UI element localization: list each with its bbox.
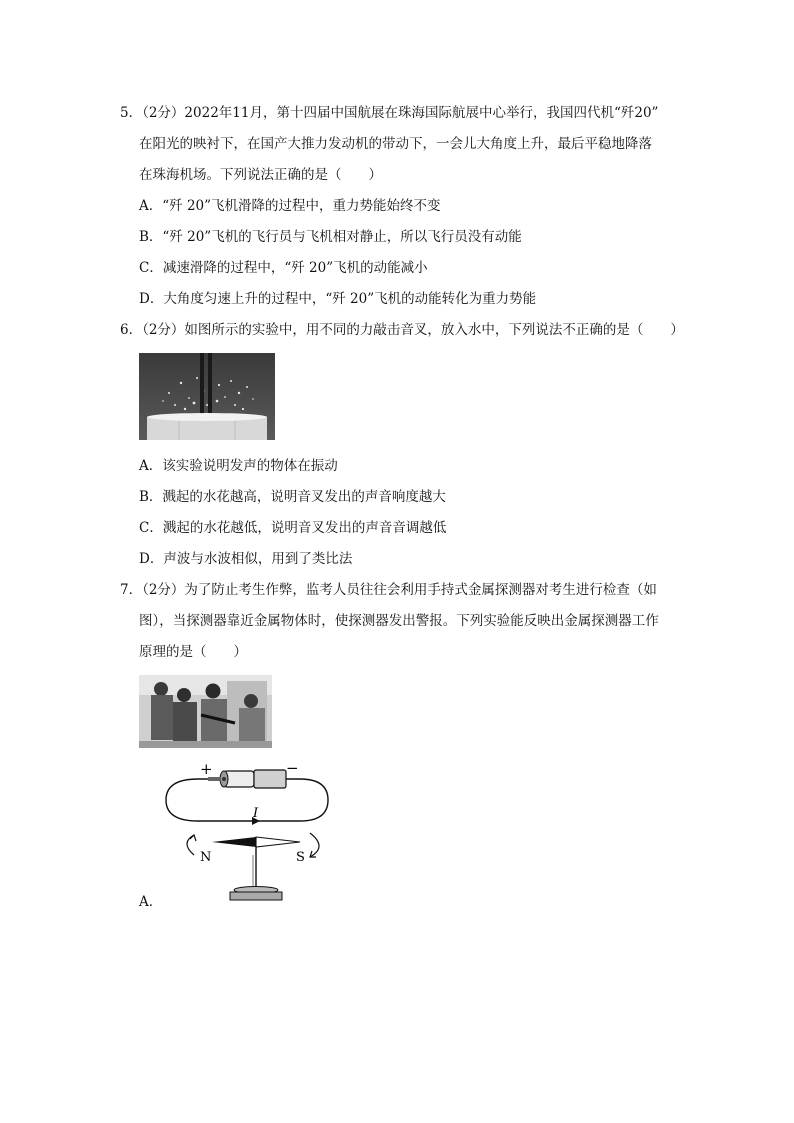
q7-stem-line-1: 7．（2分）为了防止考生作弊，监考人员往往会利用手持式金属探测器对考生进行检查（如 <box>120 582 657 598</box>
q7-stem-line-3: 原理的是（ ） <box>139 644 247 660</box>
compass-base <box>230 892 282 900</box>
current-label: I <box>253 806 259 821</box>
q5-option-a: A．“歼 20”飞机滑降的过程中，重力势能始终不变 <box>139 198 441 214</box>
q7-stem-line-2: 图），当探测器靠近金属物体时，使探测器发出警报。下列实验能反映出金属探测器工作 <box>139 613 659 629</box>
oersted-experiment-diagram <box>160 755 340 905</box>
tuning-fork-water-photo <box>139 353 275 440</box>
compass-needle-south <box>256 837 300 847</box>
q5-stem-line-1: 5．（2分）2022年11月，第十四届中国航展在珠海国际航展中心举行，我国四代机“歼20” <box>120 105 659 121</box>
q6-option-b: B．溅起的水花越高，说明音叉发出的声音响度越大 <box>139 489 446 505</box>
battery-plus-label: + <box>200 760 213 778</box>
q6-option-d: D．声波与水波相似，用到了类比法 <box>139 551 353 567</box>
q6-option-c: C．溅起的水花越低，说明音叉发出的声音音调越低 <box>139 520 447 536</box>
south-pole-label: S <box>296 850 305 865</box>
q5-stem-line-3: 在珠海机场。下列说法正确的是（ ） <box>139 167 382 183</box>
q5-option-b: B．“歼 20”飞机的飞行员与飞机相对静止，所以飞行员没有动能 <box>139 229 522 245</box>
q7-option-a-label: A． <box>139 894 163 910</box>
metal-detector-photo <box>139 675 272 748</box>
q5-option-d: D．大角度匀速上升的过程中，“歼 20”飞机的动能转化为重力势能 <box>139 291 537 307</box>
battery-minus-label: − <box>286 759 299 777</box>
q6-stem-line-1: 6．（2分）如图所示的实验中，用不同的力敲击音叉，放入水中，下列说法不正确的是（ ） <box>120 322 684 338</box>
q5-stem-line-2: 在阳光的映衬下，在国产大推力发动机的带动下，一会儿大角度上升，最后平稳地降落 <box>139 136 652 152</box>
compass-needle-north <box>212 837 256 847</box>
q5-option-c: C．减速滑降的过程中，“歼 20”飞机的动能减小 <box>139 260 428 276</box>
q6-option-a: A．该实验说明发声的物体在振动 <box>139 458 338 474</box>
north-pole-label: N <box>200 850 212 865</box>
